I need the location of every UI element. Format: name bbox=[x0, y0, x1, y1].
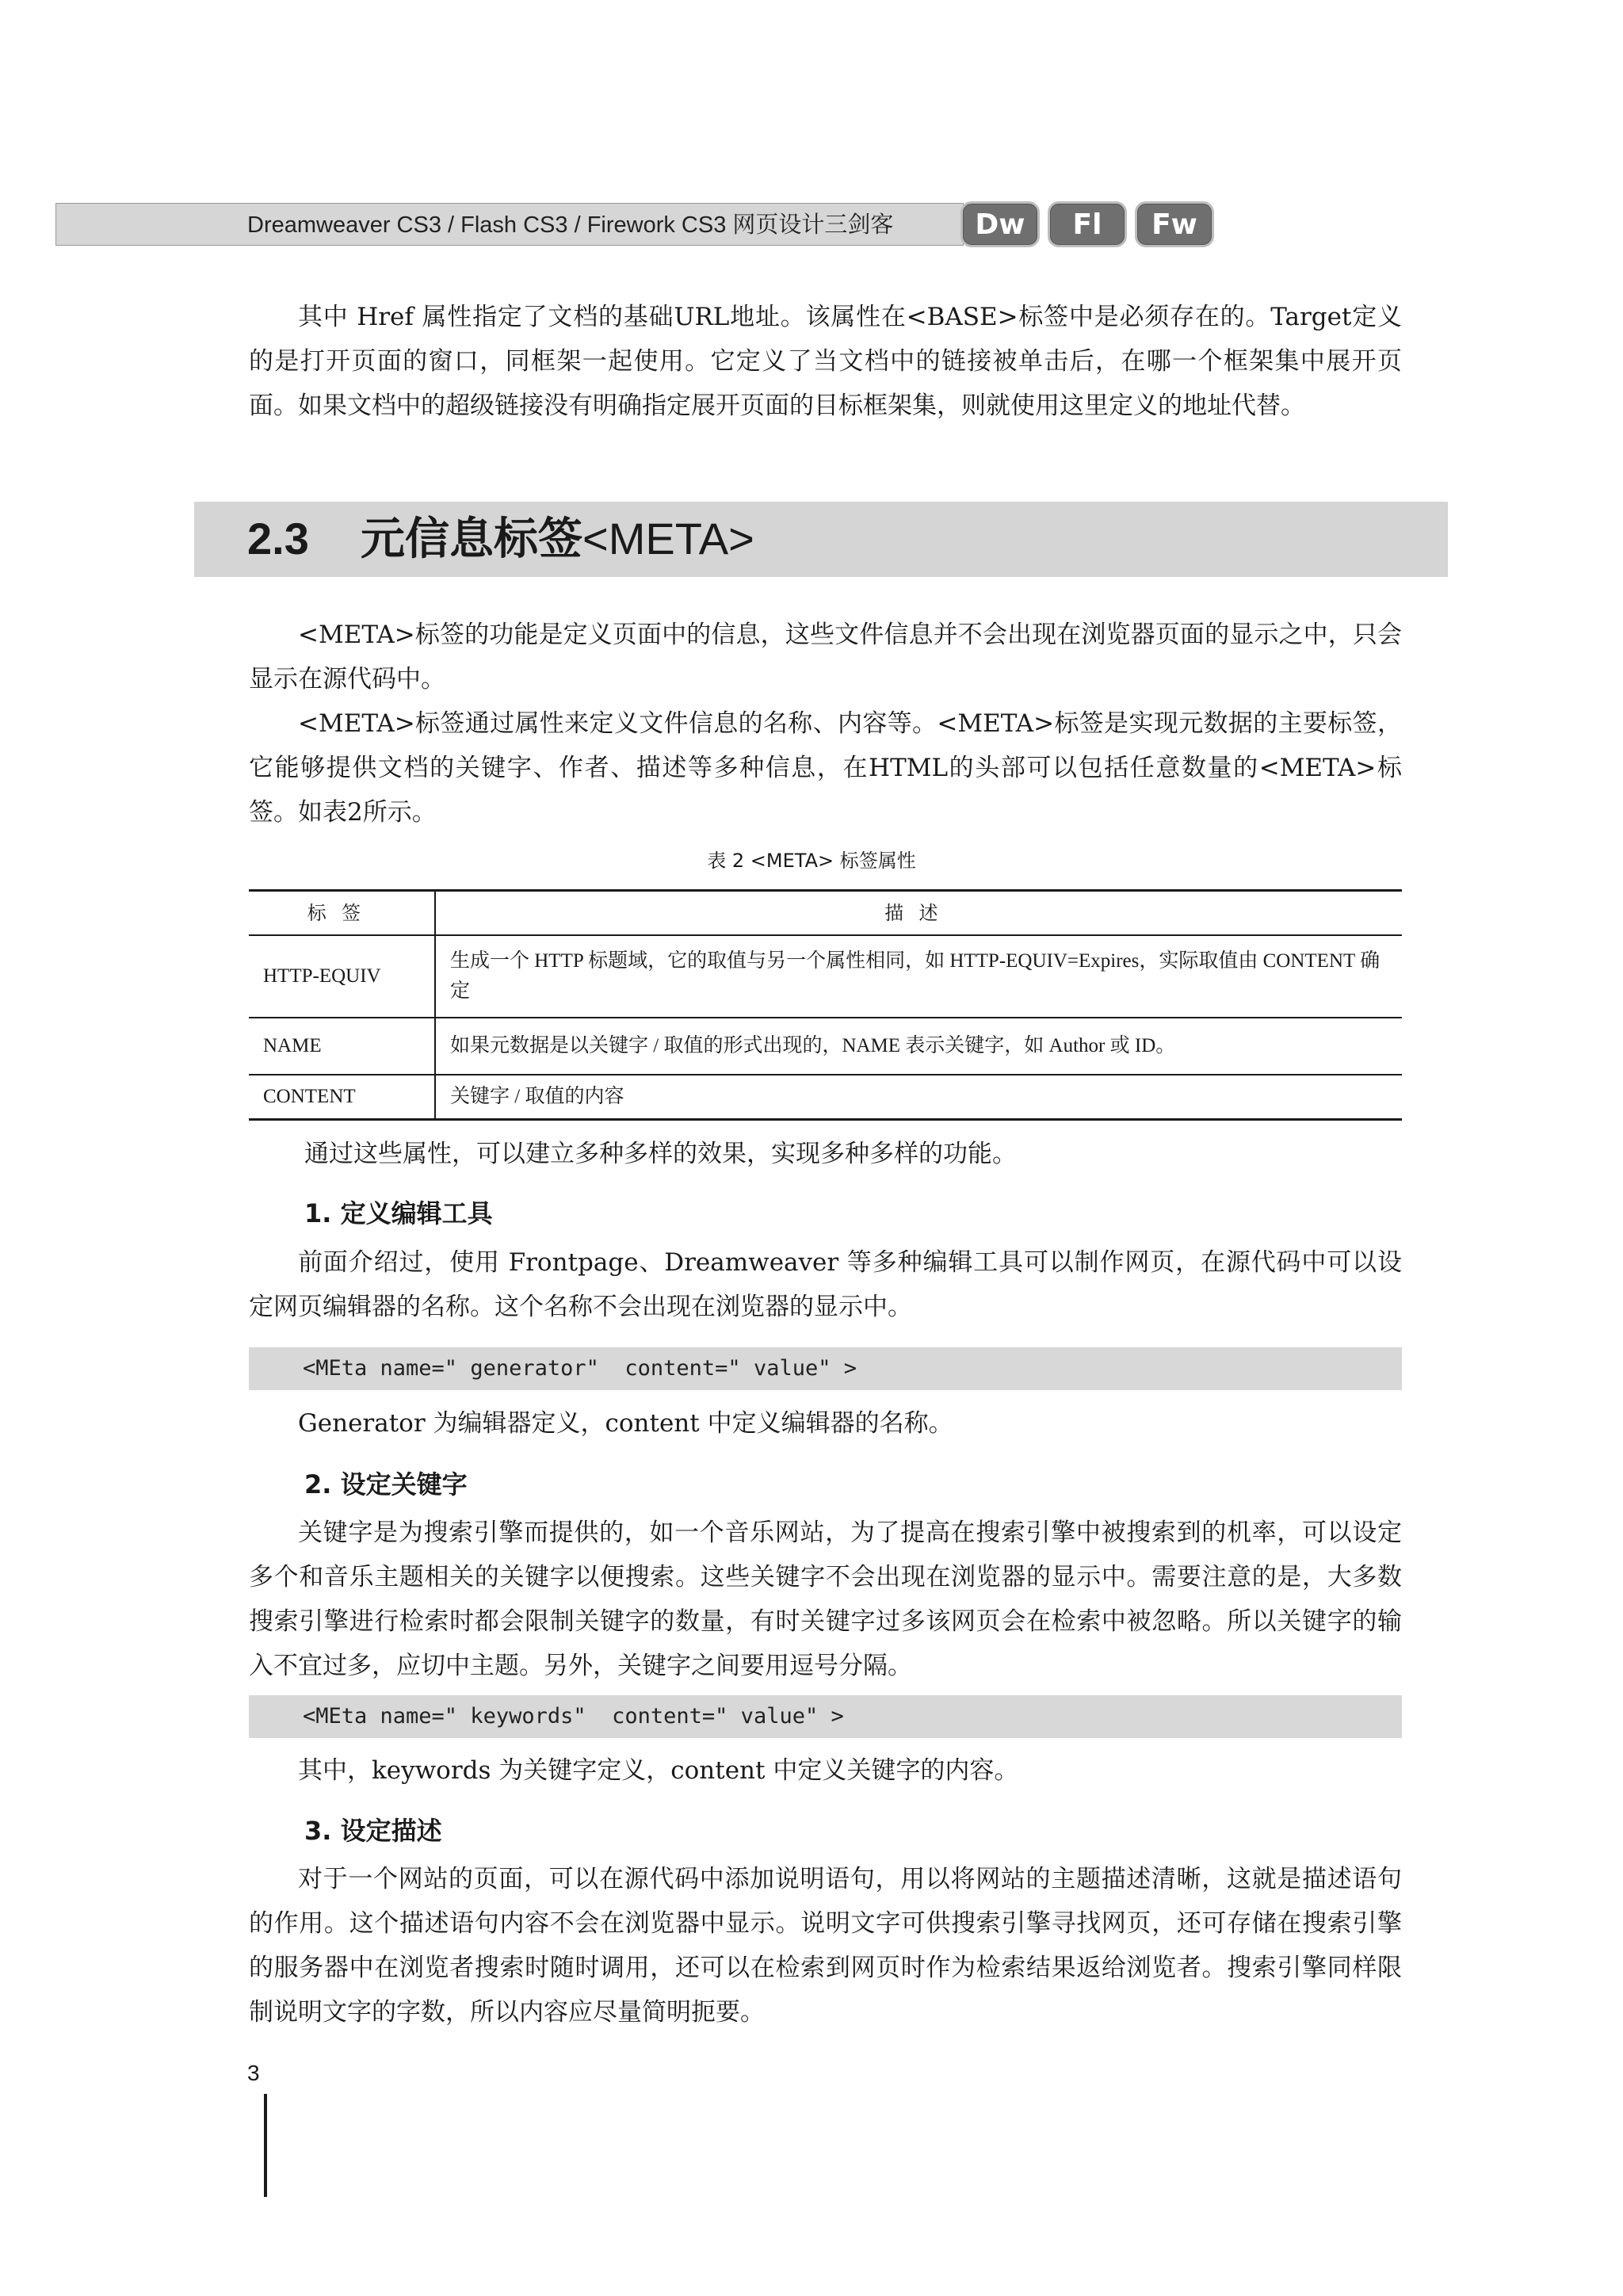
paragraph-base-href: 其中 Href 属性指定了文档的基础URL地址。该属性在<BASE>标签中是必须存在的。Target定义的是打开页面的窗口，同框架一起使用。它定义了当文档中的链接被单击后，在哪一个框架集中展开页面。如果文档中的超级链接没有明确指定展开页面的目标框架集，则就使用这里定义的地址代替。 bbox=[249, 303, 1402, 420]
paragraph-keywords-intro: 关键字是为搜索引擎而提供的，如一个音乐网站，为了提高在搜索引擎中被搜索到的机率，可以设定多个和音乐主题相关的关键字以便搜索。这些关键字不会出现在浏览器的显示中。需要注意的是，大多数搜索引擎进行检索时都会限制关键字的数量，有时关键字过多该网页会在检索中被忽略。所以关键字的输入不宜过多，应切中主题。另外，关键字之间要用逗号分隔。 bbox=[249, 1519, 1402, 1680]
table-cell-description: 关键字 / 取值的内容 bbox=[435, 1075, 1402, 1120]
table-cell-description: 生成一个 HTTP 标题域，它的取值与另一个属性相同，如 HTTP-EQUIV=Expires，实际取值由 CONTENT 确定 bbox=[435, 935, 1402, 1018]
meta-attributes-table bbox=[249, 889, 1402, 1121]
table-cell-tag: HTTP-EQUIV bbox=[249, 935, 435, 1018]
software-logos bbox=[960, 201, 1214, 247]
table-row bbox=[249, 935, 1402, 1018]
table-cell-tag: CONTENT bbox=[249, 1075, 435, 1120]
section-title-tag: <META> bbox=[582, 514, 754, 563]
section-number: 2.3 bbox=[247, 514, 309, 563]
section-title-text: 元信息标签 bbox=[361, 514, 582, 563]
running-header-title: Dreamweaver CS3 / Flash CS3 / Firework CS3 网页设计三剑客 bbox=[247, 212, 894, 238]
paragraph-meta-attributes: <META>标签通过属性来定义文件信息的名称、内容等。<META>标签是实现元数据的主要标签，它能够提供文档的关键字、作者、描述等多种信息，在HTML的头部可以包括任意数量的<META>标签。如表2所示。 bbox=[249, 709, 1402, 827]
paragraph-after-table: 通过这些属性，可以建立多种多样的效果，实现多种多样的功能。 bbox=[304, 1140, 1017, 1168]
paragraph-description-intro: 对于一个网站的页面，可以在源代码中添加说明语句，用以将网站的主题描述清晰，这就是描述语句的作用。这个描述语句内容不会在浏览器中显示。说明文字可供搜索引擎寻找网页，还可存储在搜索引擎的服务器中在浏览者搜索时随时调用，还可以在检索到网页时作为检索结果返给浏览者。搜索引擎同样限制说明文字的字数，所以内容应尽量简明扼要。 bbox=[249, 1865, 1402, 2027]
subheading-keywords: 2. 设定关键字 bbox=[304, 1469, 468, 1499]
paragraph-editor-intro: 前面介绍过，使用 Frontpage、Dreamweaver 等多种编辑工具可以制作网页，在源代码中可以设定网页编辑器的名称。这个名称不会出现在浏览器的显示中。 bbox=[249, 1248, 1402, 1321]
table-header-row bbox=[249, 891, 1402, 936]
fireworks-logo: Fw bbox=[1135, 201, 1214, 247]
table-header-description: 描述 bbox=[435, 891, 1402, 936]
table-cell-description: 如果元数据是以关键字 / 取值的形式出现的，NAME 表示关键字，如 Author 或 ID。 bbox=[435, 1018, 1402, 1075]
paragraph-editor-after: Generator 为编辑器定义，content 中定义编辑器的名称。 bbox=[298, 1409, 953, 1438]
paragraph-meta-function: <META>标签的功能是定义页面中的信息，这些文件信息并不会出现在浏览器页面的显示之中，只会显示在源代码中。 bbox=[249, 621, 1402, 693]
table-header-tag: 标签 bbox=[249, 891, 435, 936]
page-number: 3 bbox=[247, 2061, 260, 2085]
code-block-keywords: <MEta name=" keywords" content=" value" > bbox=[249, 1695, 1402, 1738]
subheading-description: 3. 设定描述 bbox=[304, 1816, 442, 1846]
table-cell-tag: NAME bbox=[249, 1018, 435, 1075]
dreamweaver-logo: Dw bbox=[960, 201, 1040, 247]
section-title bbox=[361, 507, 754, 571]
subheading-editor-tool: 1. 定义编辑工具 bbox=[304, 1198, 493, 1228]
table-row bbox=[249, 1075, 1402, 1120]
table-caption: 表 2 <META> 标签属性 bbox=[707, 850, 916, 872]
flash-logo: Fl bbox=[1048, 201, 1127, 247]
table-row bbox=[249, 1018, 1402, 1075]
code-block-generator: <MEta name=" generator" content=" value" > bbox=[249, 1347, 1402, 1390]
page-margin-rule bbox=[264, 2094, 267, 2197]
paragraph-keywords-after: 其中，keywords 为关键字定义，content 中定义关键字的内容。 bbox=[298, 1756, 1019, 1785]
